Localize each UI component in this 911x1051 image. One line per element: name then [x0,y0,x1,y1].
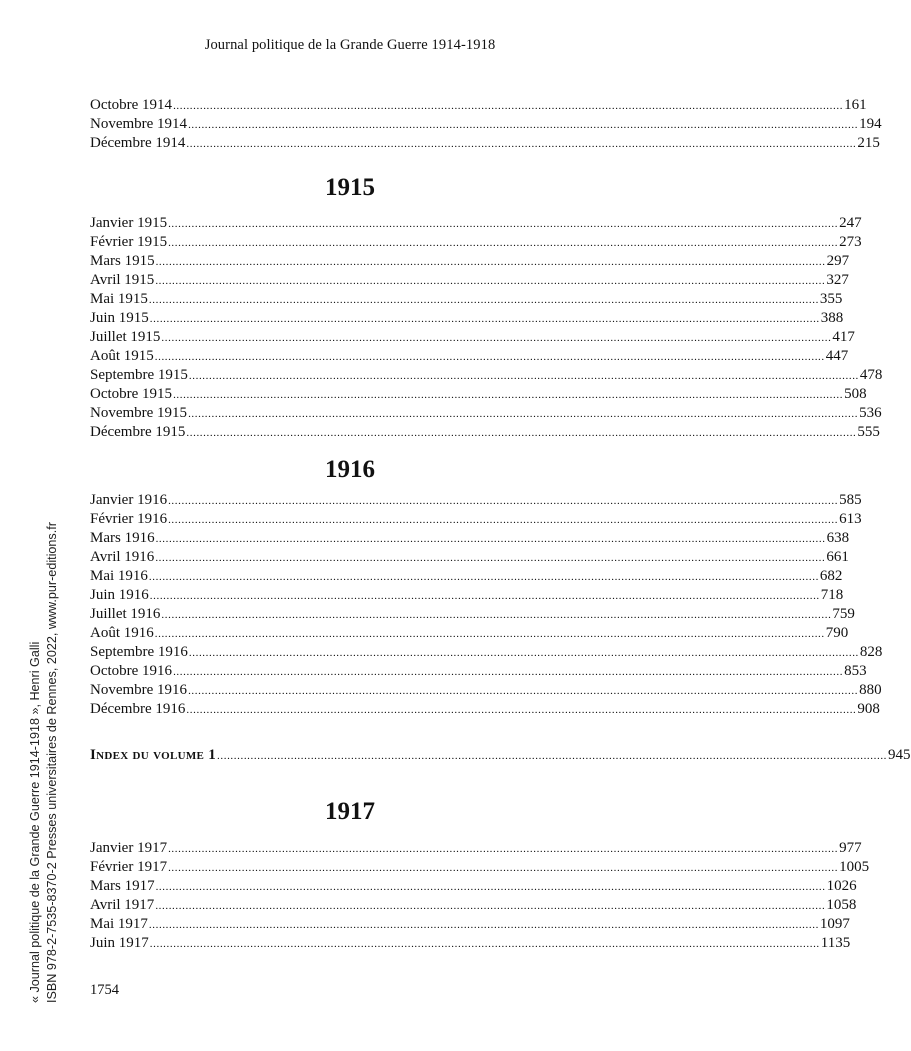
toc-entry-page: 853 [844,663,867,679]
leader-dots: ........................................................................................................................................................................................................ [217,750,888,762]
toc-entry-page: 327 [826,272,849,288]
toc-entry-page: 880 [859,682,882,698]
toc-entry-page: 759 [832,606,855,622]
toc-entry-page: 945 [888,747,911,763]
year-heading-1917: 1917 [325,798,375,825]
toc-entry-label: Février 1917 [90,859,168,875]
toc-section-1917 [90,839,870,953]
toc-entry[interactable] [90,290,843,309]
toc-entry-label: Mai 1915 [90,291,148,307]
toc-entry[interactable] [90,681,882,700]
toc-entry[interactable] [90,586,844,605]
toc-entry-label: Septembre 1915 [90,367,188,383]
toc-entry[interactable] [90,134,880,153]
toc-entry[interactable] [90,423,880,442]
leader-dots: ........................................................................................................................................................................................................ [168,514,839,526]
toc-entry-page: 247 [839,215,862,231]
toc-entry-label: Mai 1917 [90,916,148,932]
leader-dots: ........................................................................................................................................................................................................ [168,495,839,507]
toc-entry-page: 638 [826,530,850,546]
leader-dots: ........................................................................................................................................................................................................ [186,138,857,150]
toc-entry-label: Janvier 1915 [90,215,168,231]
toc-entry[interactable] [90,366,883,385]
toc-entry-label: Mars 1915 [90,253,155,269]
side-note-isbn-line: ISBN 978-2-7535-8370-2 Presses universitaires de Rennes, 2022, www.pur-editions.fr [45,522,59,1003]
toc-entry-page: 447 [825,348,849,364]
toc-entry-page: 478 [859,367,883,383]
toc-entry-label: Avril 1916 [90,549,155,565]
toc-entry[interactable] [90,214,862,233]
toc-entry[interactable] [90,529,850,548]
toc-entry-label: Novembre 1914 [90,116,188,132]
leader-dots: ........................................................................................................................................................................................................ [186,704,857,716]
toc-entry[interactable] [90,328,855,347]
leader-dots: ........................................................................................................................................................................................................ [168,218,839,230]
leader-dots: ........................................................................................................................................................................................................ [188,370,859,382]
toc-entry[interactable] [90,309,844,328]
toc-entry-label: Mars 1917 [90,878,155,894]
leader-dots: ........................................................................................................................................................................................................ [173,100,844,112]
toc-section-1914 [90,96,882,153]
leader-dots: ........................................................................................................................................................................................................ [161,609,832,621]
toc-entry-label: Mars 1916 [90,530,155,546]
toc-entry-page: 585 [839,492,862,508]
toc-entry-label: Octobre 1916 [90,663,173,679]
page-number: 1754 [90,982,119,998]
toc-entry-page: 1005 [839,859,870,875]
leader-dots: ........................................................................................................................................................................................................ [161,332,832,344]
toc-entry[interactable] [90,624,849,643]
leader-dots: ........................................................................................................................................................................................................ [155,256,826,268]
toc-entry-page: 297 [826,253,850,269]
side-copyright-note [27,463,61,1003]
toc-entry-label: Octobre 1915 [90,386,173,402]
toc-entry-label: Mai 1916 [90,568,148,584]
toc-entry-label: Août 1916 [90,625,154,641]
toc-entry-label: Juin 1916 [90,587,149,603]
leader-dots: ........................................................................................................................................................................................................ [148,919,819,931]
toc-entry[interactable] [90,548,849,567]
leader-dots: ........................................................................................................................................................................................................ [149,938,820,950]
toc-entry-label: Juin 1915 [90,310,149,326]
toc-entry-label: Septembre 1916 [90,644,188,660]
toc-entry-index[interactable] [90,746,911,765]
toc-entry-label: Janvier 1916 [90,492,168,508]
side-note-title-line: « Journal politique de la Grande Guerre 1914-1918 », Henri Galli [28,641,42,1003]
toc-entry-page: 508 [844,386,867,402]
toc-entry-label: Février 1915 [90,234,168,250]
leader-dots: ........................................................................................................................................................................................................ [173,389,844,401]
toc-section-1915 [90,214,883,442]
leader-dots: ........................................................................................................................................................................................................ [188,119,859,131]
toc-entry[interactable] [90,858,870,877]
toc-entry[interactable] [90,567,843,586]
toc-entry[interactable] [90,896,857,915]
toc-entry-page: 790 [825,625,849,641]
leader-dots: ........................................................................................................................................................................................................ [186,427,857,439]
toc-entry[interactable] [90,491,862,510]
running-title: Journal politique de la Grande Guerre 1914-1918 [204,37,496,53]
toc-entry-page: 555 [857,424,880,440]
toc-entry-label: Juillet 1915 [90,329,161,345]
toc-entry-label: Décembre 1916 [90,701,186,717]
toc-entry-label: Index du volume 1 [90,747,217,763]
toc-entry[interactable] [90,347,849,366]
toc-entry[interactable] [90,643,883,662]
year-heading-1915: 1915 [325,174,375,201]
toc-entry-label: Avril 1915 [90,272,155,288]
toc-entry[interactable] [90,233,862,252]
leader-dots: ........................................................................................................................................................................................................ [155,881,826,893]
toc-entry-page: 718 [820,587,844,603]
leader-dots: ........................................................................................................................................................................................................ [154,628,825,640]
toc-entry-page: 1097 [819,916,850,932]
toc-entry-page: 1135 [820,935,851,951]
toc-entry-page: 1026 [826,878,857,894]
toc-entry[interactable] [90,915,850,934]
toc-entry-page: 613 [839,511,862,527]
toc-entry-page: 161 [844,97,867,113]
toc-entry-page: 388 [820,310,844,326]
leader-dots: ........................................................................................................................................................................................................ [188,685,859,697]
toc-entry-page: 977 [839,840,862,856]
toc-entry-page: 194 [859,116,882,132]
leader-dots: ........................................................................................................................................................................................................ [168,862,839,874]
toc-entry[interactable] [90,115,882,134]
leader-dots: ........................................................................................................................................................................................................ [188,647,859,659]
leader-dots: ........................................................................................................................................................................................................ [148,571,819,583]
leader-dots: ........................................................................................................................................................................................................ [155,552,826,564]
toc-entry-label: Octobre 1914 [90,97,173,113]
toc-entry-label: Novembre 1915 [90,405,188,421]
toc-entry[interactable] [90,252,850,271]
toc-entry-page: 828 [859,644,883,660]
toc-entry[interactable] [90,605,855,624]
leader-dots: ........................................................................................................................................................................................................ [173,666,844,678]
toc-entry[interactable] [90,385,867,404]
leader-dots: ........................................................................................................................................................................................................ [168,843,839,855]
toc-entry-label: Décembre 1914 [90,135,186,151]
toc-entry[interactable] [90,877,857,896]
toc-entry-page: 661 [826,549,849,565]
leader-dots: ........................................................................................................................................................................................................ [149,590,820,602]
toc-entry[interactable] [90,934,851,953]
toc-entry[interactable] [90,839,862,858]
toc-entry-page: 417 [832,329,855,345]
toc-entry[interactable] [90,96,867,115]
leader-dots: ........................................................................................................................................................................................................ [154,351,825,363]
toc-entry[interactable] [90,510,862,529]
leader-dots: ........................................................................................................................................................................................................ [168,237,839,249]
toc-section-1916 [90,491,883,719]
toc-entry-label: Avril 1917 [90,897,155,913]
toc-entry-page: 908 [857,701,880,717]
toc-entry-page: 1058 [826,897,857,913]
year-heading-1916: 1916 [325,456,375,483]
leader-dots: ........................................................................................................................................................................................................ [155,533,826,545]
leader-dots: ........................................................................................................................................................................................................ [155,275,826,287]
leader-dots: ........................................................................................................................................................................................................ [155,900,826,912]
leader-dots: ........................................................................................................................................................................................................ [148,294,819,306]
toc-entry[interactable] [90,271,849,290]
toc-entry-label: Novembre 1916 [90,682,188,698]
leader-dots: ........................................................................................................................................................................................................ [188,408,859,420]
leader-dots: ........................................................................................................................................................................................................ [149,313,820,325]
toc-entry-label: Décembre 1915 [90,424,186,440]
toc-entry-page: 355 [819,291,843,307]
toc-entry-label: Juillet 1916 [90,606,161,622]
toc-entry-page: 536 [859,405,882,421]
toc-entry-page: 682 [819,568,843,584]
toc-entry[interactable] [90,404,882,423]
toc-entry-page: 215 [857,135,880,151]
toc-entry[interactable] [90,700,880,719]
toc-entry-label: Février 1916 [90,511,168,527]
toc-entry-label: Août 1915 [90,348,154,364]
toc-entry-label: Janvier 1917 [90,840,168,856]
toc-section-index [90,746,911,765]
toc-entry-label: Juin 1917 [90,935,149,951]
toc-entry[interactable] [90,662,867,681]
toc-entry-page: 273 [839,234,862,250]
